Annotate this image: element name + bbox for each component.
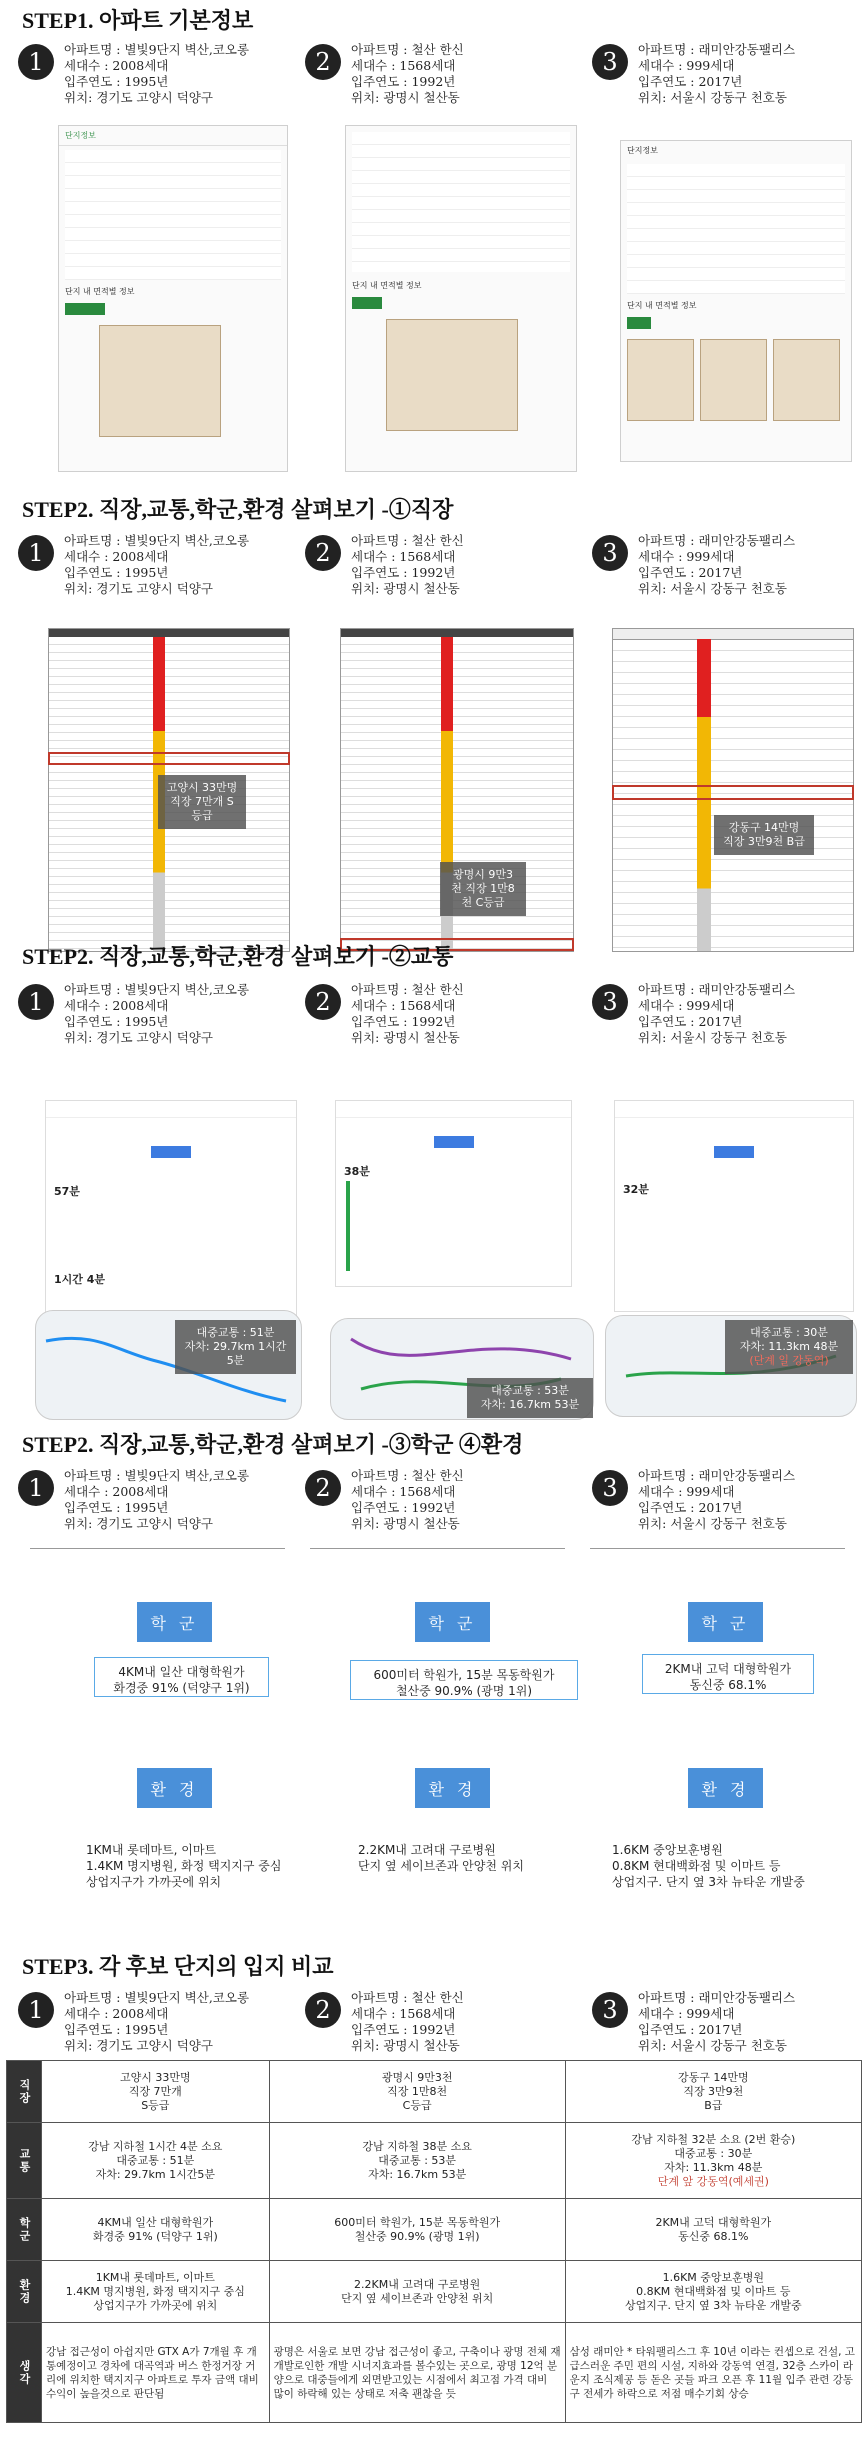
number-badge: 2	[305, 44, 341, 80]
cell	[42, 2199, 270, 2261]
prop-name: 아파트명 : 별빛9단지 벽산,코오롱	[64, 982, 250, 997]
row-label: 학군	[7, 2199, 42, 2261]
divider	[30, 1548, 285, 1549]
info-line: 1KM내 롯데마트, 이마트	[86, 1843, 217, 1857]
cell-line: 1KM내 롯데마트, 이마트	[95, 2270, 215, 2284]
step1-prop-1	[18, 42, 249, 106]
prop-name: 아파트명 : 별빛9단지 벽산,코오롱	[64, 1990, 250, 2005]
route-time-alt: 1시간 4분	[54, 1273, 106, 1286]
prop-info	[64, 1468, 249, 1532]
cell	[269, 2323, 565, 2423]
prop-units: 세대수 : 2008세대	[64, 1484, 169, 1499]
prop-year: 입주연도 : 1992년	[351, 1500, 456, 1515]
cell-line: 강남 지하철 1시간 4분 소요	[88, 2139, 223, 2153]
env-info-1	[86, 1842, 281, 1890]
prop-units: 세대수 : 999세대	[638, 998, 735, 1013]
area-tab	[352, 297, 382, 309]
school-info-2	[350, 1660, 578, 1700]
cell	[565, 2061, 861, 2123]
info-line: 2KM내 고덕 대형학원가	[664, 1662, 792, 1676]
area-heading: 단지 내 면적별 정보	[352, 281, 422, 290]
cell-line: 직장 7만개	[128, 2084, 182, 2098]
floorplan-group	[627, 339, 845, 421]
cell-line: S등급	[141, 2098, 170, 2112]
school-label-1: 학 군	[137, 1602, 212, 1642]
row-label: 생각	[7, 2323, 42, 2423]
cell-line: 600미터 학원가, 15분 목동학원가	[334, 2215, 501, 2229]
step2a-prop-3	[592, 533, 795, 597]
table-header	[49, 629, 289, 637]
cell-line: 강남 접근성이 아쉽지만 GTX A가 7개월 후 개통예정이고 경차에 대곡역과 버스 한정거장 거리에 위치한 택지지구 아파트로 투자 금액 대비 수익이 높을것으로 판단됨	[46, 2345, 259, 2400]
prop-name: 아파트명 : 철산 한신	[351, 1468, 464, 1483]
row-env	[7, 2261, 862, 2323]
prop-units: 세대수 : 1568세대	[351, 2006, 456, 2021]
prop-info	[64, 1990, 249, 2054]
env-label-1: 환 경	[137, 1768, 212, 1808]
route-time: 57분	[54, 1185, 80, 1198]
number-badge: 3	[592, 44, 628, 80]
route-time: 38분	[344, 1165, 370, 1178]
info-line: 철산중 90.9% (광명 1위)	[395, 1684, 533, 1698]
cell-line: 화경중 91% (덕양구 1위)	[92, 2229, 218, 2243]
info-line: 600미터 학원가, 15분 목동학원가	[373, 1668, 555, 1682]
row-label: 교통	[7, 2123, 42, 2199]
traffic-overlay-2	[467, 1378, 593, 1418]
cell	[565, 2123, 861, 2199]
number-badge: 1	[18, 44, 54, 80]
env-label-3: 환 경	[688, 1768, 763, 1808]
prop-location: 위치: 서울시 강동구 천호동	[638, 581, 787, 596]
number-badge: 2	[305, 1470, 341, 1506]
env-info-3	[612, 1842, 805, 1890]
prop-name: 아파트명 : 별빛9단지 벽산,코오롱	[64, 1468, 250, 1483]
info-table-mock	[627, 164, 845, 294]
search-button[interactable]	[714, 1146, 754, 1158]
info-line: 상업지구가 가까곳에 위치	[86, 1875, 222, 1889]
route-panel-3	[614, 1100, 854, 1312]
step3-prop-2	[305, 1990, 464, 2054]
step3-prop-3	[592, 1990, 795, 2054]
cell-line: 철산중 90.9% (광명 1위)	[354, 2229, 480, 2243]
prop-info	[64, 982, 249, 1046]
number-badge: 1	[18, 1992, 54, 2028]
number-badge: 1	[18, 1470, 54, 1506]
prop-units: 세대수 : 2008세대	[64, 549, 169, 564]
cell-line: 상업지구. 단지 옆 3차 뉴타운 개발중	[624, 2298, 802, 2312]
prop-year: 입주연도 : 2017년	[638, 74, 743, 89]
cell-line: 자차: 29.7km 1시간5분	[95, 2167, 216, 2181]
cell	[42, 2061, 270, 2123]
info-line: 2.2KM내 고려대 구로병원	[358, 1843, 496, 1857]
card-heading: 단지정보	[59, 126, 287, 146]
step2a-title: STEP2. 직장,교통,학군,환경 살펴보기 -①직장	[22, 497, 454, 522]
cell-line: 1.4KM 명지병원, 화정 택지지구 중심	[65, 2284, 245, 2298]
cell	[42, 2323, 270, 2423]
cell-line: 상업지구가 가까곳에 위치	[93, 2298, 218, 2312]
overlay-line: 자차: 29.7km 1시간5분	[184, 1340, 287, 1367]
prop-year: 입주연도 : 1995년	[64, 2022, 169, 2037]
school-label-3: 학 군	[688, 1602, 763, 1642]
prop-info	[638, 533, 795, 597]
overlay-line: 대중교통 : 30분	[750, 1326, 828, 1339]
prop-year: 입주연도 : 2017년	[638, 565, 743, 580]
prop-units: 세대수 : 2008세대	[64, 2006, 169, 2021]
divider	[310, 1548, 565, 1549]
overlay-line: 자차: 11.3km 48분	[739, 1340, 839, 1353]
info-line: 상업지구. 단지 옆 3차 뉴타운 개발중	[612, 1875, 805, 1889]
floorplan-image	[627, 339, 694, 421]
prop-units: 세대수 : 999세대	[638, 2006, 735, 2021]
cell-line: 강남 지하철 32분 소요 (2번 환승)	[631, 2132, 796, 2146]
prop-name: 아파트명 : 철산 한신	[351, 982, 464, 997]
overlay-line: 대중교통 : 53분	[491, 1384, 569, 1397]
floorplan-image	[99, 325, 221, 437]
cell-line: 직장 1만8천	[387, 2084, 448, 2098]
prop-info	[638, 42, 795, 106]
prop-info	[64, 533, 249, 597]
prop-year: 입주연도 : 1992년	[351, 74, 456, 89]
area-heading: 단지 내 면적별 정보	[627, 301, 697, 310]
area-heading: 단지 내 면적별 정보	[65, 287, 135, 296]
prop-name: 아파트명 : 철산 한신	[351, 533, 464, 548]
floorplan-image	[773, 339, 840, 421]
cell-line: 1.6KM 중앙보훈병원	[662, 2270, 765, 2284]
env-label-2: 환 경	[415, 1768, 490, 1808]
prop-name: 아파트명 : 래미안강동팰리스	[638, 42, 796, 57]
overlay-line: 대중교통 : 51분	[196, 1326, 275, 1339]
cell-line: 대중교통 : 53분	[378, 2153, 457, 2167]
prop-year: 입주연도 : 2017년	[638, 2022, 743, 2037]
prop-units: 세대수 : 1568세대	[351, 58, 456, 73]
step3-title: STEP3. 각 후보 단지의 입지 비교	[22, 1954, 334, 1979]
info-line: 0.8KM 현대백화점 및 이마트 등	[612, 1859, 781, 1873]
cell-line: 동신중 68.1%	[678, 2229, 749, 2243]
step2c-prop-3	[592, 1468, 795, 1532]
prop-name: 아파트명 : 별빛9단지 벽산,코오롱	[64, 42, 250, 57]
jobs-overlay-2: 광명시 9만3천 직장 1만8천 C등급	[440, 862, 526, 916]
prop-location: 위치: 서울시 강동구 천호동	[638, 1516, 787, 1531]
info-line: 1.6KM 중앙보훈병원	[612, 1843, 723, 1857]
prop-info	[638, 982, 795, 1046]
info-line: 단지 옆 세이브존과 안양천 위치	[358, 1859, 524, 1873]
number-badge: 1	[18, 984, 54, 1020]
cell-line: 강남 지하철 38분 소요	[362, 2139, 472, 2153]
cell-line: 4KM내 일산 대형학원가	[97, 2215, 214, 2229]
floorplan-image	[700, 339, 767, 421]
prop-name: 아파트명 : 래미안강동팰리스	[638, 533, 796, 548]
prop-location: 위치: 광명시 철산동	[351, 2038, 460, 2053]
cell-line: 자차: 16.7km 53분	[368, 2167, 467, 2181]
prop-location: 위치: 경기도 고양시 덕양구	[64, 581, 213, 596]
step1-title: STEP1. 아파트 기본정보	[22, 8, 254, 33]
number-badge: 2	[305, 1992, 341, 2028]
step2b-prop-2	[305, 982, 464, 1046]
cell	[565, 2323, 861, 2423]
prop-info	[638, 1990, 795, 2054]
overlay-line: (단계 일 강동역)	[749, 1354, 829, 1367]
route-tabs	[615, 1101, 853, 1118]
cell-line: 강동구 14만명	[678, 2070, 749, 2084]
cell-line: 직장 3만9천	[683, 2084, 744, 2098]
school-label-2: 학 군	[415, 1602, 490, 1642]
number-badge: 1	[18, 535, 54, 571]
cell-line: 단계 앞 강동역(예세권)	[657, 2174, 769, 2188]
info-line: 1.4KM 명지병원, 화정 택지지구 중심	[86, 1859, 282, 1873]
cell	[269, 2199, 565, 2261]
cell-line: 대중교통 : 30분	[674, 2146, 753, 2160]
prop-year: 입주연도 : 1995년	[64, 1014, 169, 1029]
card-heading: 단지정보	[627, 146, 658, 155]
step2b-prop-1	[18, 982, 249, 1046]
number-badge: 3	[592, 535, 628, 571]
complex-info-card-2	[345, 125, 577, 472]
info-line: 4KM내 일산 대형학원가	[118, 1665, 245, 1679]
route-panel-1	[45, 1100, 297, 1322]
search-button[interactable]	[151, 1146, 191, 1158]
table-header	[341, 629, 573, 637]
school-info-3	[642, 1654, 814, 1694]
cell	[565, 2199, 861, 2261]
prop-units: 세대수 : 999세대	[638, 549, 735, 564]
prop-year: 입주연도 : 1995년	[64, 74, 169, 89]
prop-units: 세대수 : 1568세대	[351, 998, 456, 1013]
route-tabs	[336, 1101, 571, 1118]
info-line: 동신중 68.1%	[689, 1678, 767, 1692]
row-label: 환경	[7, 2261, 42, 2323]
complex-info-card-1	[58, 125, 288, 472]
cell-line: 광명시 9만3천	[381, 2070, 453, 2084]
cell-line: 2KM내 고덕 대형학원가	[655, 2215, 772, 2229]
step1-prop-3	[592, 42, 795, 106]
prop-location: 위치: 서울시 강동구 천호동	[638, 1030, 787, 1045]
prop-units: 세대수 : 2008세대	[64, 998, 169, 1013]
route-line	[346, 1181, 350, 1271]
info-table-mock	[65, 150, 281, 280]
step2c-title: STEP2. 직장,교통,학군,환경 살펴보기 -③학군 ④환경	[22, 1432, 524, 1457]
cell	[269, 2123, 565, 2199]
cell	[269, 2061, 565, 2123]
number-badge: 3	[592, 984, 628, 1020]
row-thoughts	[7, 2323, 862, 2423]
prop-location: 위치: 광명시 철산동	[351, 90, 460, 105]
cell-line: C등급	[402, 2098, 432, 2112]
area-tab	[65, 303, 105, 315]
cell	[42, 2261, 270, 2323]
row-jobs	[7, 2061, 862, 2123]
prop-units: 세대수 : 1568세대	[351, 549, 456, 564]
number-badge: 3	[592, 1992, 628, 2028]
prop-units: 세대수 : 1568세대	[351, 1484, 456, 1499]
prop-location: 위치: 경기도 고양시 덕양구	[64, 2038, 213, 2053]
prop-info	[351, 1990, 464, 2054]
prop-year: 입주연도 : 1992년	[351, 2022, 456, 2037]
prop-name: 아파트명 : 철산 한신	[351, 1990, 464, 2005]
prop-year: 입주연도 : 1995년	[64, 1500, 169, 1515]
cell-line: 광명은 서울로 보면 강남 접근성이 좋고, 구축이나 광명 전체 재개발로인한 개발 시너지효과를 볼수있는 곳으로, 광명 12억 분양으로 대중들에게 외면받고있는 시점에서 최고점 가격 대비 많이 하락해 있는 상태로 저축 괜찮을 듯	[273, 2345, 561, 2400]
prop-name: 아파트명 : 래미안강동팰리스	[638, 1468, 796, 1483]
cell	[42, 2123, 270, 2199]
cell-line: B급	[704, 2098, 723, 2112]
traffic-overlay-1	[175, 1320, 296, 1374]
floorplan-image	[386, 319, 518, 431]
prop-name: 아파트명 : 래미안강동팰리스	[638, 982, 796, 997]
prop-year: 입주연도 : 1992년	[351, 565, 456, 580]
jobs-overlay-1: 고양시 33만명 직장 7만개 S등급	[158, 775, 246, 829]
prop-location: 위치: 경기도 고양시 덕양구	[64, 90, 213, 105]
step3-prop-1	[18, 1990, 249, 2054]
prop-location: 위치: 광명시 철산동	[351, 1516, 460, 1531]
prop-location: 위치: 경기도 고양시 덕양구	[64, 1516, 213, 1531]
cell-line: 대중교통 : 51분	[116, 2153, 195, 2167]
cell-line: 0.8KM 현대백화점 및 이마트 등	[636, 2284, 791, 2298]
step2b-title: STEP2. 직장,교통,학군,환경 살펴보기 -②교통	[22, 944, 454, 969]
info-line: 화경중 91% (덕양구 1위)	[113, 1681, 250, 1695]
cell-line: 고양시 33만명	[120, 2070, 191, 2084]
row-label: 직장	[7, 2061, 42, 2123]
prop-info	[351, 42, 464, 106]
number-badge: 2	[305, 535, 341, 571]
prop-name: 아파트명 : 철산 한신	[351, 42, 464, 57]
step2c-prop-1	[18, 1468, 249, 1532]
row-school	[7, 2199, 862, 2261]
prop-info	[351, 533, 464, 597]
area-tab	[627, 317, 651, 329]
prop-location: 위치: 서울시 강동구 천호동	[638, 2038, 787, 2053]
comparison-table	[6, 2060, 862, 2423]
route-tabs	[46, 1101, 296, 1118]
prop-location: 위치: 광명시 철산동	[351, 1030, 460, 1045]
prop-location: 위치: 광명시 철산동	[351, 581, 460, 596]
prop-year: 입주연도 : 1992년	[351, 1014, 456, 1029]
step2b-prop-3	[592, 982, 795, 1046]
cell-line: 삼성 래미안 * 타워팰리스그 후 10년 이라는 컨셉으로 건설, 고급스러운 주민 편의 시설, 지하와 강동역 연결, 32층 스카이 라운지 조식제공 등 돋은 곳들 파크 오픈 후 11월 입주 관련 강동구 전세가 하락으로 저점 매수기회 상승	[569, 2345, 855, 2400]
number-badge: 2	[305, 984, 341, 1020]
overlay-line: 자차: 16.7km 53분	[480, 1398, 580, 1411]
complex-info-card-3	[620, 140, 852, 462]
prop-units: 세대수 : 999세대	[638, 1484, 735, 1499]
search-button[interactable]	[434, 1136, 474, 1148]
step2a-prop-1	[18, 533, 249, 597]
prop-info	[351, 982, 464, 1046]
prop-name: 아파트명 : 별빛9단지 벽산,코오롱	[64, 533, 250, 548]
prop-location: 위치: 서울시 강동구 천호동	[638, 90, 787, 105]
env-info-2	[358, 1842, 524, 1874]
jobs-overlay-3: 강동구 14만명 직장 3만9천 B급	[714, 815, 814, 855]
highlight-row	[48, 752, 290, 765]
route-panel-2	[335, 1100, 572, 1287]
school-info-1	[94, 1657, 269, 1697]
prop-year: 입주연도 : 2017년	[638, 1014, 743, 1029]
step1-prop-2	[305, 42, 464, 106]
prop-name: 아파트명 : 래미안강동팰리스	[638, 1990, 796, 2005]
step2a-prop-2	[305, 533, 464, 597]
prop-units: 세대수 : 2008세대	[64, 58, 169, 73]
prop-units: 세대수 : 999세대	[638, 58, 735, 73]
prop-location: 위치: 경기도 고양시 덕양구	[64, 1030, 213, 1045]
prop-info	[638, 1468, 795, 1532]
prop-info	[64, 42, 249, 106]
cell	[269, 2261, 565, 2323]
cell-line: 단지 옆 세이브존과 안양천 위치	[341, 2291, 494, 2305]
prop-year: 입주연도 : 1995년	[64, 565, 169, 580]
highlight-row	[612, 785, 854, 800]
prop-info	[351, 1468, 464, 1532]
info-table-mock	[352, 132, 570, 272]
cell-line: 2.2KM내 고려대 구로병원	[354, 2277, 481, 2291]
traffic-overlay-3	[725, 1320, 853, 1374]
cell-line: 자차: 11.3km 48분	[664, 2160, 763, 2174]
prop-year: 입주연도 : 2017년	[638, 1500, 743, 1515]
table-header	[613, 629, 853, 640]
route-time: 32분	[623, 1183, 649, 1196]
cell	[565, 2261, 861, 2323]
divider	[590, 1548, 845, 1549]
number-badge: 3	[592, 1470, 628, 1506]
step2c-prop-2	[305, 1468, 464, 1532]
row-traffic	[7, 2123, 862, 2199]
